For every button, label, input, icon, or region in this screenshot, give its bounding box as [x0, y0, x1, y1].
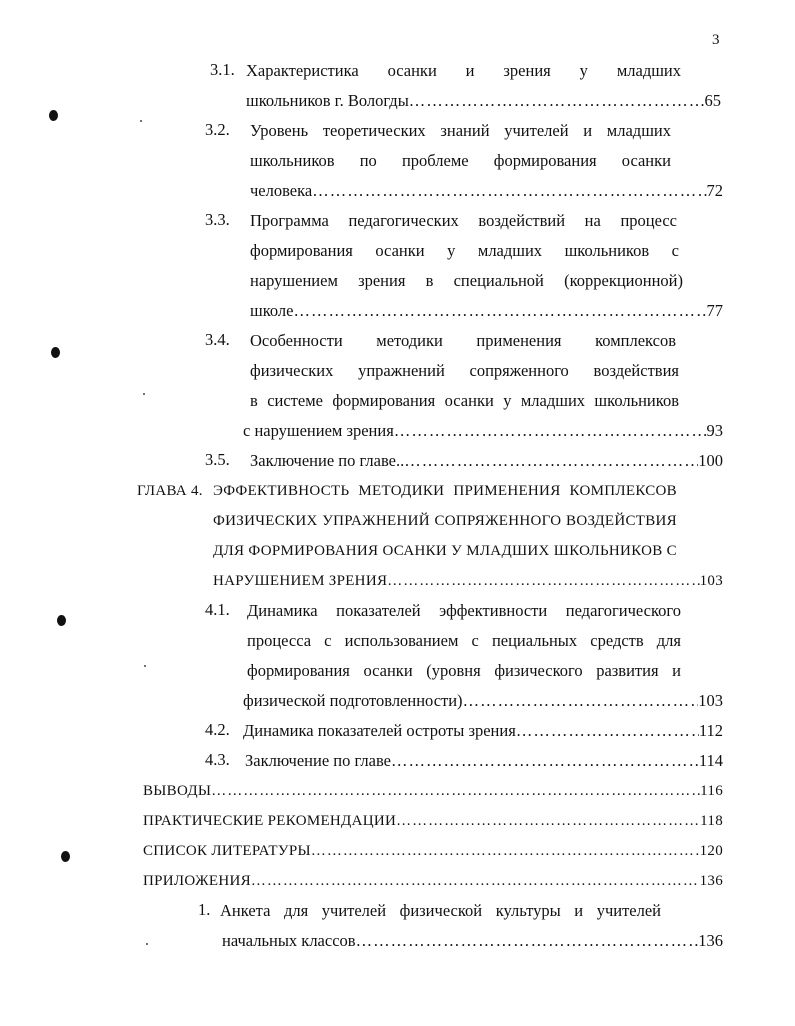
entry-number: 4.1. — [205, 600, 230, 619]
scan-speck — [143, 393, 145, 395]
page-ref: 116 — [700, 783, 723, 799]
binding-hole — [57, 615, 66, 626]
toc-entry-recommendations[interactable]: ПРАКТИЧЕСКИЕ РЕКОМЕНДАЦИИ ………………………………………………………………………………………………………………………………………………………………… 118 — [143, 810, 723, 832]
page-ref: 120 — [699, 843, 723, 859]
toc-entry-bibliography[interactable]: СПИСОК ЛИТЕРАТУРЫ ………………………………………………………………………………………………………………………………………………………………… 120 — [143, 840, 723, 862]
page-ref: 100 — [698, 451, 723, 470]
entry-title-line: Заключение по главе.. ………………………………………………………………………………………………………………………………………………………………… 100 — [250, 450, 723, 472]
entry-title-line: формирования осанки у младших школьников с — [250, 241, 679, 260]
entry-title-line: Динамика показателей эффективности педагогического — [247, 601, 681, 620]
entry-number: 4.2. — [205, 720, 230, 739]
chapter-title-line: ДЛЯ ФОРМИРОВАНИЯ ОСАНКИ У МЛАДШИХ ШКОЛЬНИКОВ С — [213, 543, 677, 559]
toc-entry-vyvody[interactable]: ВЫВОДЫ ………………………………………………………………………………………………………………………………………………………………… 116 — [143, 780, 723, 802]
entry-title-line: процесса с использованием с пециальных средств для — [247, 631, 681, 650]
page-ref: 118 — [700, 813, 723, 829]
entry-title-line: школе ………………………………………………………………………………………………………………………………………………………………… 77 — [250, 300, 723, 322]
page-ref: 65 — [704, 91, 721, 110]
page-ref: 136 — [698, 931, 723, 950]
entry-title-line: школьников по проблеме формирования осанки — [250, 151, 671, 170]
toc-entry-appendices[interactable]: ПРИЛОЖЕНИЯ ………………………………………………………………………………………………………………………………………………………………… 136 — [143, 870, 723, 892]
entry-title-line: школьников г. Вологды ………………………………………………………………………………………………………………………………………………………………… 65 — [246, 90, 721, 112]
entry-title-line: начальных классов ………………………………………………………………………………………………………………………………………………………………… 136 — [222, 930, 723, 952]
entry-number: 3.2. — [205, 120, 230, 139]
chapter-number: ГЛАВА 4. — [137, 483, 203, 499]
entry-number: 3.1. — [210, 60, 235, 79]
binding-hole — [51, 347, 60, 358]
page-ref: 103 — [699, 573, 723, 589]
binding-hole — [49, 110, 58, 121]
scan-speck — [144, 665, 146, 667]
entry-title-line: Уровень теоретических знаний учителей и младших — [250, 121, 671, 140]
entry-title-line: Анкета для учителей физической культуры и учителей — [220, 901, 661, 920]
binding-hole — [61, 851, 70, 862]
page-ref: 136 — [699, 873, 723, 889]
entry-title-line: Программа педагогических воздействий на процесс — [250, 211, 677, 230]
chapter-title-line: ЭФФЕКТИВНОСТЬ МЕТОДИКИ ПРИМЕНЕНИЯ КОМПЛЕКСОВ — [213, 483, 677, 499]
chapter-title-line: НАРУШЕНИЕМ ЗРЕНИЯ ………………………………………………………………………………………………………………………………………………………………… 103 — [213, 570, 723, 592]
scan-speck — [140, 120, 142, 122]
chapter-title-line: ФИЗИЧЕСКИХ УПРАЖНЕНИЙ СОПРЯЖЕННОГО ВОЗДЕЙСТВИЯ — [213, 513, 677, 529]
entry-number: 1. — [198, 900, 211, 919]
entry-number: 3.5. — [205, 450, 230, 469]
scan-speck — [146, 943, 148, 945]
entry-title-line: Динамика показателей остроты зрения ………………………………………………………………………………………………………………………………………………………………… 112 — [243, 720, 723, 742]
entry-title-line: Заключение по главе ………………………………………………………………………………………………………………………………………………………………… 114 — [245, 750, 723, 772]
entry-number: 3.4. — [205, 330, 230, 349]
entry-title-line: в системе формирования осанки у младших школьников — [250, 391, 679, 410]
entry-title-line: человека ………………………………………………………………………………………………………………………………………………………………… 72 — [250, 180, 723, 202]
page-ref: 72 — [706, 181, 723, 200]
page-ref: 103 — [698, 691, 723, 710]
entry-title-line: физических упражнений сопряженного воздействия — [250, 361, 679, 380]
page-ref: 114 — [698, 751, 723, 770]
entry-number: 3.3. — [205, 210, 230, 229]
page-number: 3 — [712, 32, 720, 48]
entry-title-line: формирования осанки (уровня физического развития и — [247, 661, 681, 680]
entry-title-line: Характеристика осанки и зрения у младших — [246, 61, 681, 80]
page-ref: 77 — [706, 301, 723, 320]
entry-title-line: нарушением зрения в специальной (коррекционной) — [250, 271, 683, 290]
entry-number: 4.3. — [205, 750, 230, 769]
entry-title-line: Особенности методики применения комплексов — [250, 331, 676, 350]
page-ref: 112 — [698, 721, 723, 740]
entry-title-line: физической подготовленности) ………………………………………………………………………………………………………………………………………………………………… 103 — [243, 690, 723, 712]
entry-title-line: с нарушением зрения ………………………………………………………………………………………………………………………………………………………………… 93 — [243, 420, 723, 442]
page-ref: 93 — [706, 421, 723, 440]
